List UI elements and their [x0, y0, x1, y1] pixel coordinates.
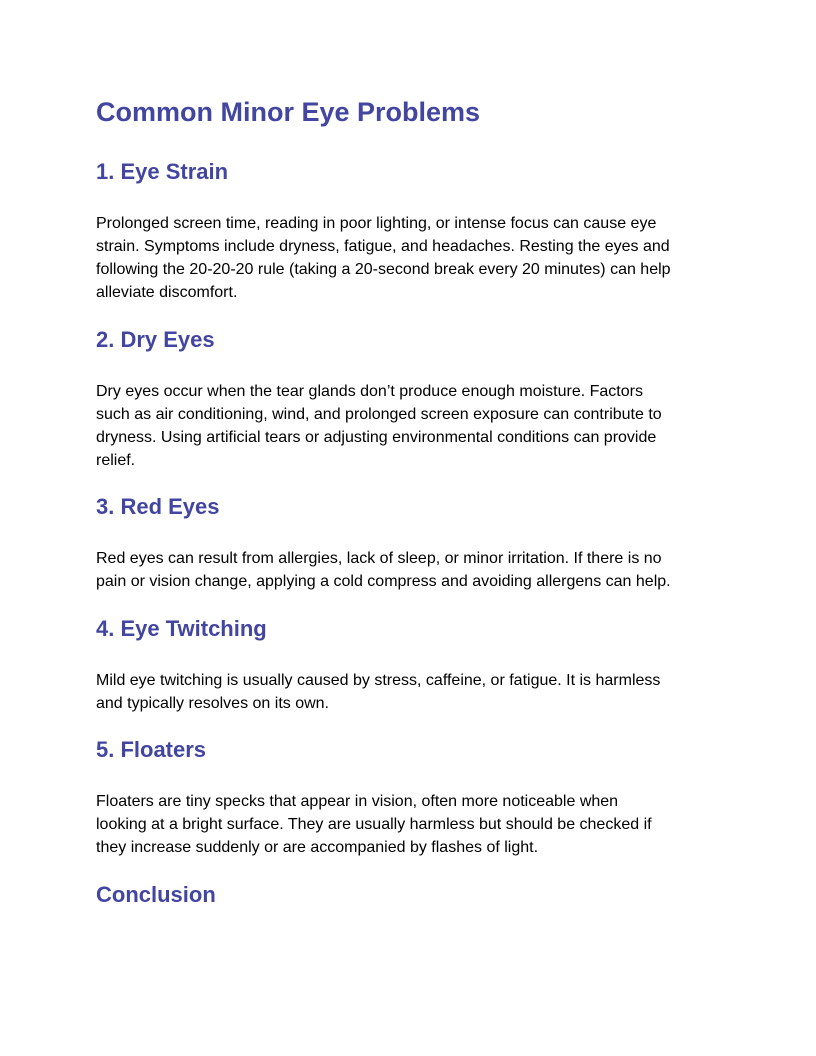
text-line: pain or vision change, applying a cold compress and avoiding allergens can help.: [96, 573, 671, 590]
text-line: Floaters are tiny specks that appear in vision, often more noticeable when: [96, 793, 619, 810]
section-heading-floaters: 5. Floaters: [96, 737, 207, 762]
text-line: strain. Symptoms include dryness, fatigue, and headaches. Resting the eyes and: [96, 238, 670, 255]
text-line: Red eyes can result from allergies, lack of sleep, or minor irritation. If there is no: [96, 550, 662, 567]
text-line: such as air conditioning, wind, and prolonged screen exposure can contribute to: [96, 406, 662, 423]
text-line: and typically resolves on its own.: [96, 695, 329, 712]
text-line: following the 20-20-20 rule (taking a 20-second break every 20 minutes) can help: [96, 261, 671, 278]
text-line: relief.: [96, 452, 136, 469]
text-line: Mild eye twitching is usually caused by stress, caffeine, or fatigue. It is harmless: [96, 672, 661, 689]
section-text-dry-eyes: [96, 380, 726, 472]
section-heading-red-eyes: 3. Red Eyes: [96, 494, 220, 519]
section-heading-eye-twitching: 4. Eye Twitching: [96, 616, 267, 641]
text-line: looking at a bright surface. They are usually harmless but should be checked if: [96, 816, 652, 833]
section-text-eye-twitching: [96, 669, 726, 715]
text-line: Dry eyes occur when the tear glands don’t produce enough moisture. Factors: [96, 383, 643, 400]
section-heading-dry-eyes: 2. Dry Eyes: [96, 327, 215, 352]
section-text-floaters: [96, 790, 726, 859]
section-text-eye-strain: [96, 212, 726, 304]
text-line: Prolonged screen time, reading in poor lighting, or intense focus can cause eye: [96, 215, 657, 232]
section-text-red-eyes: [96, 547, 726, 593]
text-line: dryness. Using artificial tears or adjusting environmental conditions can provide: [96, 429, 657, 446]
document-title: Common Minor Eye Problems: [96, 97, 481, 127]
text-line: they increase suddenly or are accompanied by flashes of light.: [96, 839, 539, 856]
section-heading-eye-strain: 1. Eye Strain: [96, 159, 229, 184]
text-line: alleviate discomfort.: [96, 284, 238, 301]
section-heading-conclusion: Conclusion: [96, 882, 216, 907]
